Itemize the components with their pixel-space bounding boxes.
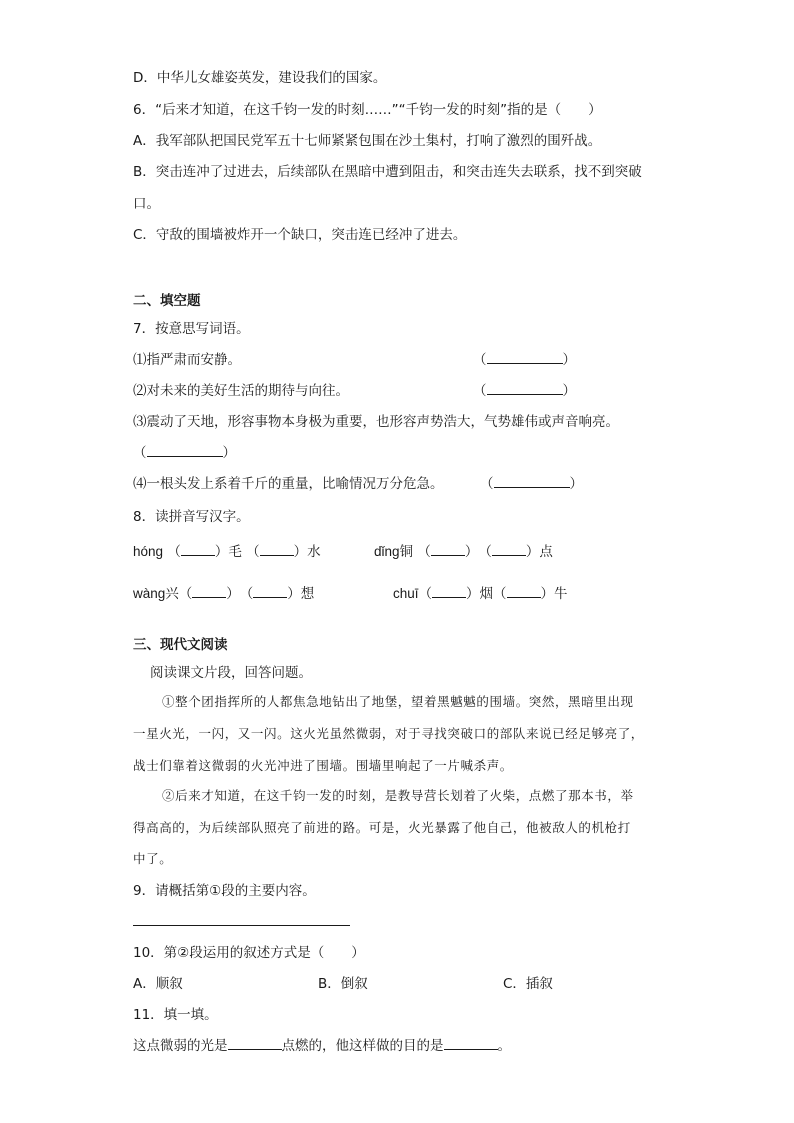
q10-option-b: B．倒叙 [318,976,368,992]
q7-answer-4[interactable] [480,472,583,492]
q7-item-1: ⑴指严肃而安静。 [133,352,241,368]
q6-option-a: A．我军部队把国民党军五十七师紧紧包围在沙土集村，打响了激烈的围歼战。 [133,133,602,149]
q7-answer-3[interactable] [133,441,236,461]
q11-blank-1[interactable] [228,1049,282,1050]
q8-stem: 8．读拼音写汉字。 [133,509,250,525]
q7-item-2: ⑵对未来的美好生活的期待与向往。 [133,383,349,399]
q11-text-1: 这点微弱的光是 [133,1038,228,1054]
q6-option-c: C．守敌的围墙被炸开一个缺口，突击连已经冲了进去。 [133,227,467,243]
q7-answer-1[interactable] [473,348,576,368]
q10-option-a: A．顺叙 [133,976,183,992]
q11-stem: 11．填一填。 [133,1007,218,1023]
q8-row-1: hóng （ ）毛 （ ）水 [133,544,321,560]
q11-text-3: 。 [497,1038,511,1054]
answer-blank[interactable] [494,487,570,488]
passage-p1-line1: ①整个团指挥所的人都焦急地钻出了地堡，望着黑魆魆的围墙。突然，黑暗里出现 [162,694,634,709]
q10-stem: 10．第②段运用的叙述方式是（ ） [133,945,365,961]
paren-open: （ [473,352,487,368]
char-blank[interactable] [181,555,215,556]
q7-stem: 7．按意思写词语。 [133,321,250,337]
q8-row-1-right: dǐng铜 （ ） （ ）点 [374,544,553,560]
section-title-fill-in: 二、填空题 [133,293,201,309]
passage-p2-line1: ②后来才知道，在这千钧一发的时刻，是教导营长划着了火柴，点燃了那本书，举 [162,788,634,803]
char-mao: 毛 [228,544,242,560]
paren-open: （ [480,476,494,492]
char-blank[interactable] [507,597,541,598]
pinyin-ding: dǐng [374,544,400,559]
q7-answer-2[interactable] [473,379,576,399]
char-dian: 点 [539,544,553,560]
q6-option-b: B．突击连冲了过进去，后续部队在黑暗中遭到阻击，和突击连失去联系，找不到突破 [133,164,642,180]
pinyin-hong: hóng [133,544,164,559]
char-blank[interactable] [253,597,287,598]
q9-stem: 9．请概括第①段的主要内容。 [133,883,316,899]
char-blank[interactable] [260,555,294,556]
q5-option-d: D．中华儿女雄姿英发，建设我们的国家。 [133,70,387,86]
char-yan: 烟 [479,586,494,602]
paren-open: （ [133,445,147,461]
char-tong: 铜 [399,544,414,560]
passage-p2-line3: 中了。 [133,851,173,866]
q7-item-3: ⑶震动了天地，形容事物本身极为重要，也形容声势浩大，气势雄伟或声音响亮。 [133,414,619,430]
passage-p1-line2: 一星火光，一闪，又一闪。这火光虽然微弱，对于寻找突破口的部队来说已经足够亮了， [133,726,644,741]
answer-blank[interactable] [147,456,223,457]
q11-sentence [133,1034,511,1054]
char-blank[interactable] [432,597,466,598]
q11-blank-2[interactable] [444,1049,498,1050]
paren-close: ） [562,352,576,368]
char-blank[interactable] [192,597,226,598]
q10-option-c: C．插叙 [503,976,553,992]
pinyin-wang: wàng [133,586,166,601]
q11-text-2: 点燃的，他这样做的目的是 [281,1038,444,1054]
passage-p2-line2: 得高高的，为后续部队照亮了前进的路。可是，火光暴露了他自己，他被敌人的机枪打 [133,820,631,835]
pinyin-chui: chuī [393,586,419,601]
q6-stem: 6．“后来才知道，在这千钧一发的时刻……”“千钧一发的时刻”指的是（ ） [133,102,602,118]
char-blank[interactable] [492,555,526,556]
paren-close: ） [569,476,583,492]
char-xing: 兴 [165,586,179,602]
char-xiang: 想 [300,586,315,602]
reading-intro: 阅读课文片段，回答问题。 [150,665,312,681]
passage-p1-line3: 战士们靠着这微弱的火光冲进了围墙。围墙里响起了一片喊杀声。 [133,758,513,773]
section-title-reading: 三、现代文阅读 [133,637,228,653]
answer-blank[interactable] [487,394,563,395]
char-blank[interactable] [431,555,465,556]
paren-close: ） [222,445,236,461]
q8-row-2: wàng兴（ ） （ ）想 [133,586,315,602]
paren-open: （ [473,383,487,399]
char-shui: 水 [307,544,321,560]
q8-row-2-right: chuī（ ）烟（ ）牛 [393,586,568,602]
char-niu: 牛 [554,586,568,602]
answer-blank[interactable] [487,363,563,364]
paren-close: ） [562,383,576,399]
q9-answer-line[interactable] [133,925,350,926]
q6-option-b-cont: 口。 [133,196,160,212]
q7-item-4: ⑷一根头发上系着千斤的重量，比喻情况万分危急。 [133,476,444,492]
